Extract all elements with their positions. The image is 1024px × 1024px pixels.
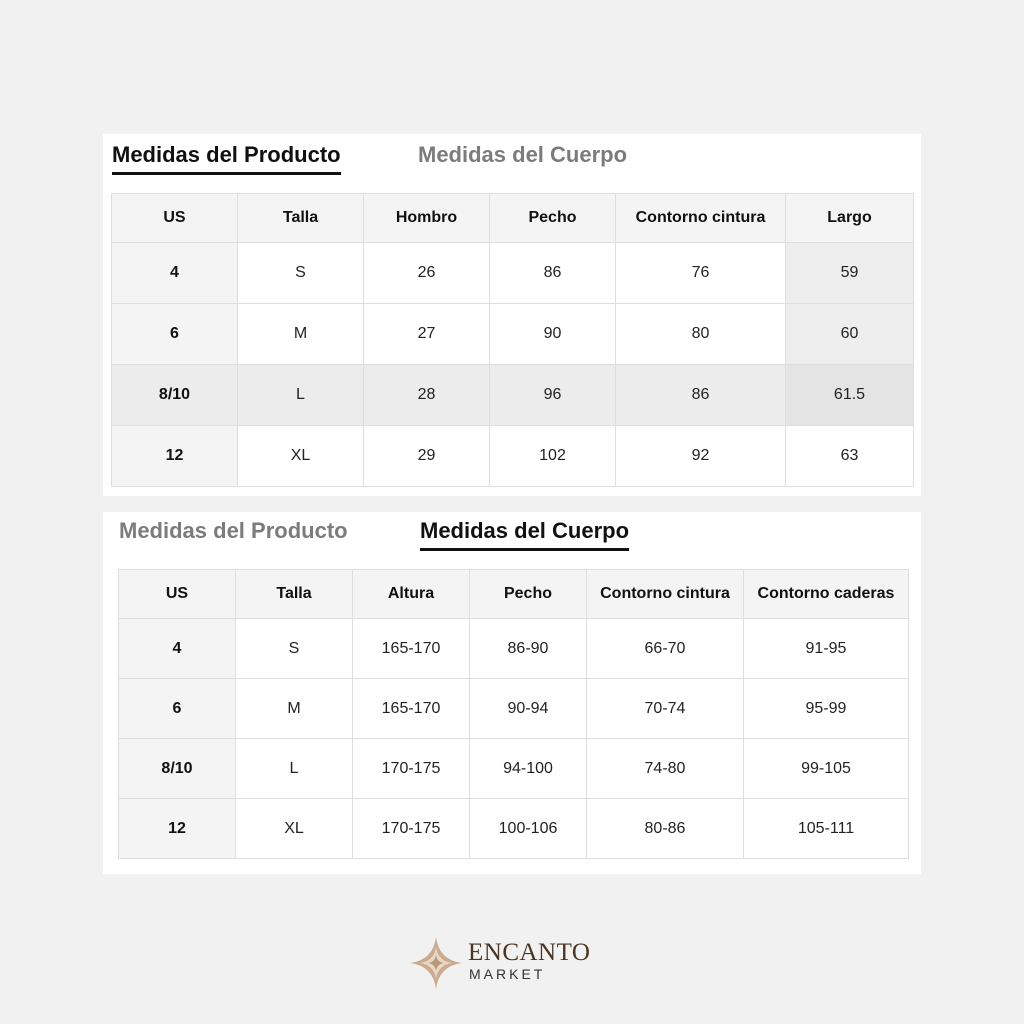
column-header: Contorno cintura — [587, 570, 744, 619]
table-row — [119, 799, 909, 859]
table-cell: 80 — [616, 304, 786, 365]
column-header: Largo — [786, 194, 914, 243]
brand-logo — [408, 935, 598, 991]
brand-name: ENCANTO — [468, 939, 591, 966]
table-cell: 74-80 — [587, 739, 744, 799]
column-header: Contorno caderas — [744, 570, 909, 619]
table-cell: 90 — [490, 304, 616, 365]
table-cell: 86 — [490, 243, 616, 304]
table-cell: 94-100 — [470, 739, 587, 799]
column-header: US — [119, 570, 236, 619]
column-header: Contorno cintura — [616, 194, 786, 243]
table-cell: 86-90 — [470, 619, 587, 679]
table-row — [119, 739, 909, 799]
table-cell: S — [236, 619, 353, 679]
column-header: US — [112, 194, 238, 243]
table-cell: 61.5 — [786, 365, 914, 426]
product-size-table — [111, 193, 914, 487]
tab-body-measurements[interactable]: Medidas del Cuerpo — [418, 142, 628, 167]
table-cell: 105-111 — [744, 799, 909, 859]
table-cell: 27 — [364, 304, 490, 365]
tab-product-measurements[interactable]: Medidas del Producto — [119, 518, 348, 543]
table-cell: 76 — [616, 243, 786, 304]
body-measurements-panel — [103, 512, 921, 874]
column-header: Talla — [236, 570, 353, 619]
table-cell: 165-170 — [353, 619, 470, 679]
product-measurements-panel — [103, 134, 921, 496]
table-cell: 170-175 — [353, 739, 470, 799]
table-cell: 6 — [119, 679, 236, 739]
table-cell: 92 — [616, 426, 786, 487]
four-point-star-icon — [408, 935, 464, 991]
table-cell: 4 — [112, 243, 238, 304]
table-cell: 95-99 — [744, 679, 909, 739]
table-row — [112, 365, 914, 426]
table-row — [112, 304, 914, 365]
tab-body-measurements[interactable]: Medidas del Cuerpo — [420, 518, 630, 543]
table-cell: 90-94 — [470, 679, 587, 739]
table-cell: 6 — [112, 304, 238, 365]
tab-product-measurements[interactable]: Medidas del Producto — [112, 142, 341, 167]
table-cell: 60 — [786, 304, 914, 365]
table-cell: L — [236, 739, 353, 799]
table-cell: 96 — [490, 365, 616, 426]
table-cell: 4 — [119, 619, 236, 679]
table-cell: 102 — [490, 426, 616, 487]
column-header: Talla — [238, 194, 364, 243]
table-row — [119, 679, 909, 739]
table-row — [112, 426, 914, 487]
table-cell: XL — [238, 426, 364, 487]
table-cell: 100-106 — [470, 799, 587, 859]
table-cell: 91-95 — [744, 619, 909, 679]
table-cell: 28 — [364, 365, 490, 426]
brand-subtitle: MARKET — [469, 966, 546, 982]
column-header: Pecho — [470, 570, 587, 619]
table-cell: 99-105 — [744, 739, 909, 799]
table-cell: 86 — [616, 365, 786, 426]
table-cell: 59 — [786, 243, 914, 304]
table-cell: 70-74 — [587, 679, 744, 739]
column-header: Pecho — [490, 194, 616, 243]
table-cell: XL — [236, 799, 353, 859]
table-cell: M — [238, 304, 364, 365]
table-cell: 80-86 — [587, 799, 744, 859]
table-cell: 165-170 — [353, 679, 470, 739]
table-header-row — [112, 194, 914, 243]
table-cell: 26 — [364, 243, 490, 304]
column-header: Altura — [353, 570, 470, 619]
body-size-table — [118, 569, 909, 859]
table-cell: 29 — [364, 426, 490, 487]
table-cell: 170-175 — [353, 799, 470, 859]
column-header: Hombro — [364, 194, 490, 243]
table-cell: 63 — [786, 426, 914, 487]
table-cell: 8/10 — [112, 365, 238, 426]
table-row — [119, 619, 909, 679]
table-row — [112, 243, 914, 304]
table-cell: 8/10 — [119, 739, 236, 799]
table-cell: M — [236, 679, 353, 739]
table-cell: S — [238, 243, 364, 304]
table-cell: L — [238, 365, 364, 426]
table-cell: 66-70 — [587, 619, 744, 679]
table-cell: 12 — [119, 799, 236, 859]
table-header-row — [119, 570, 909, 619]
table-cell: 12 — [112, 426, 238, 487]
